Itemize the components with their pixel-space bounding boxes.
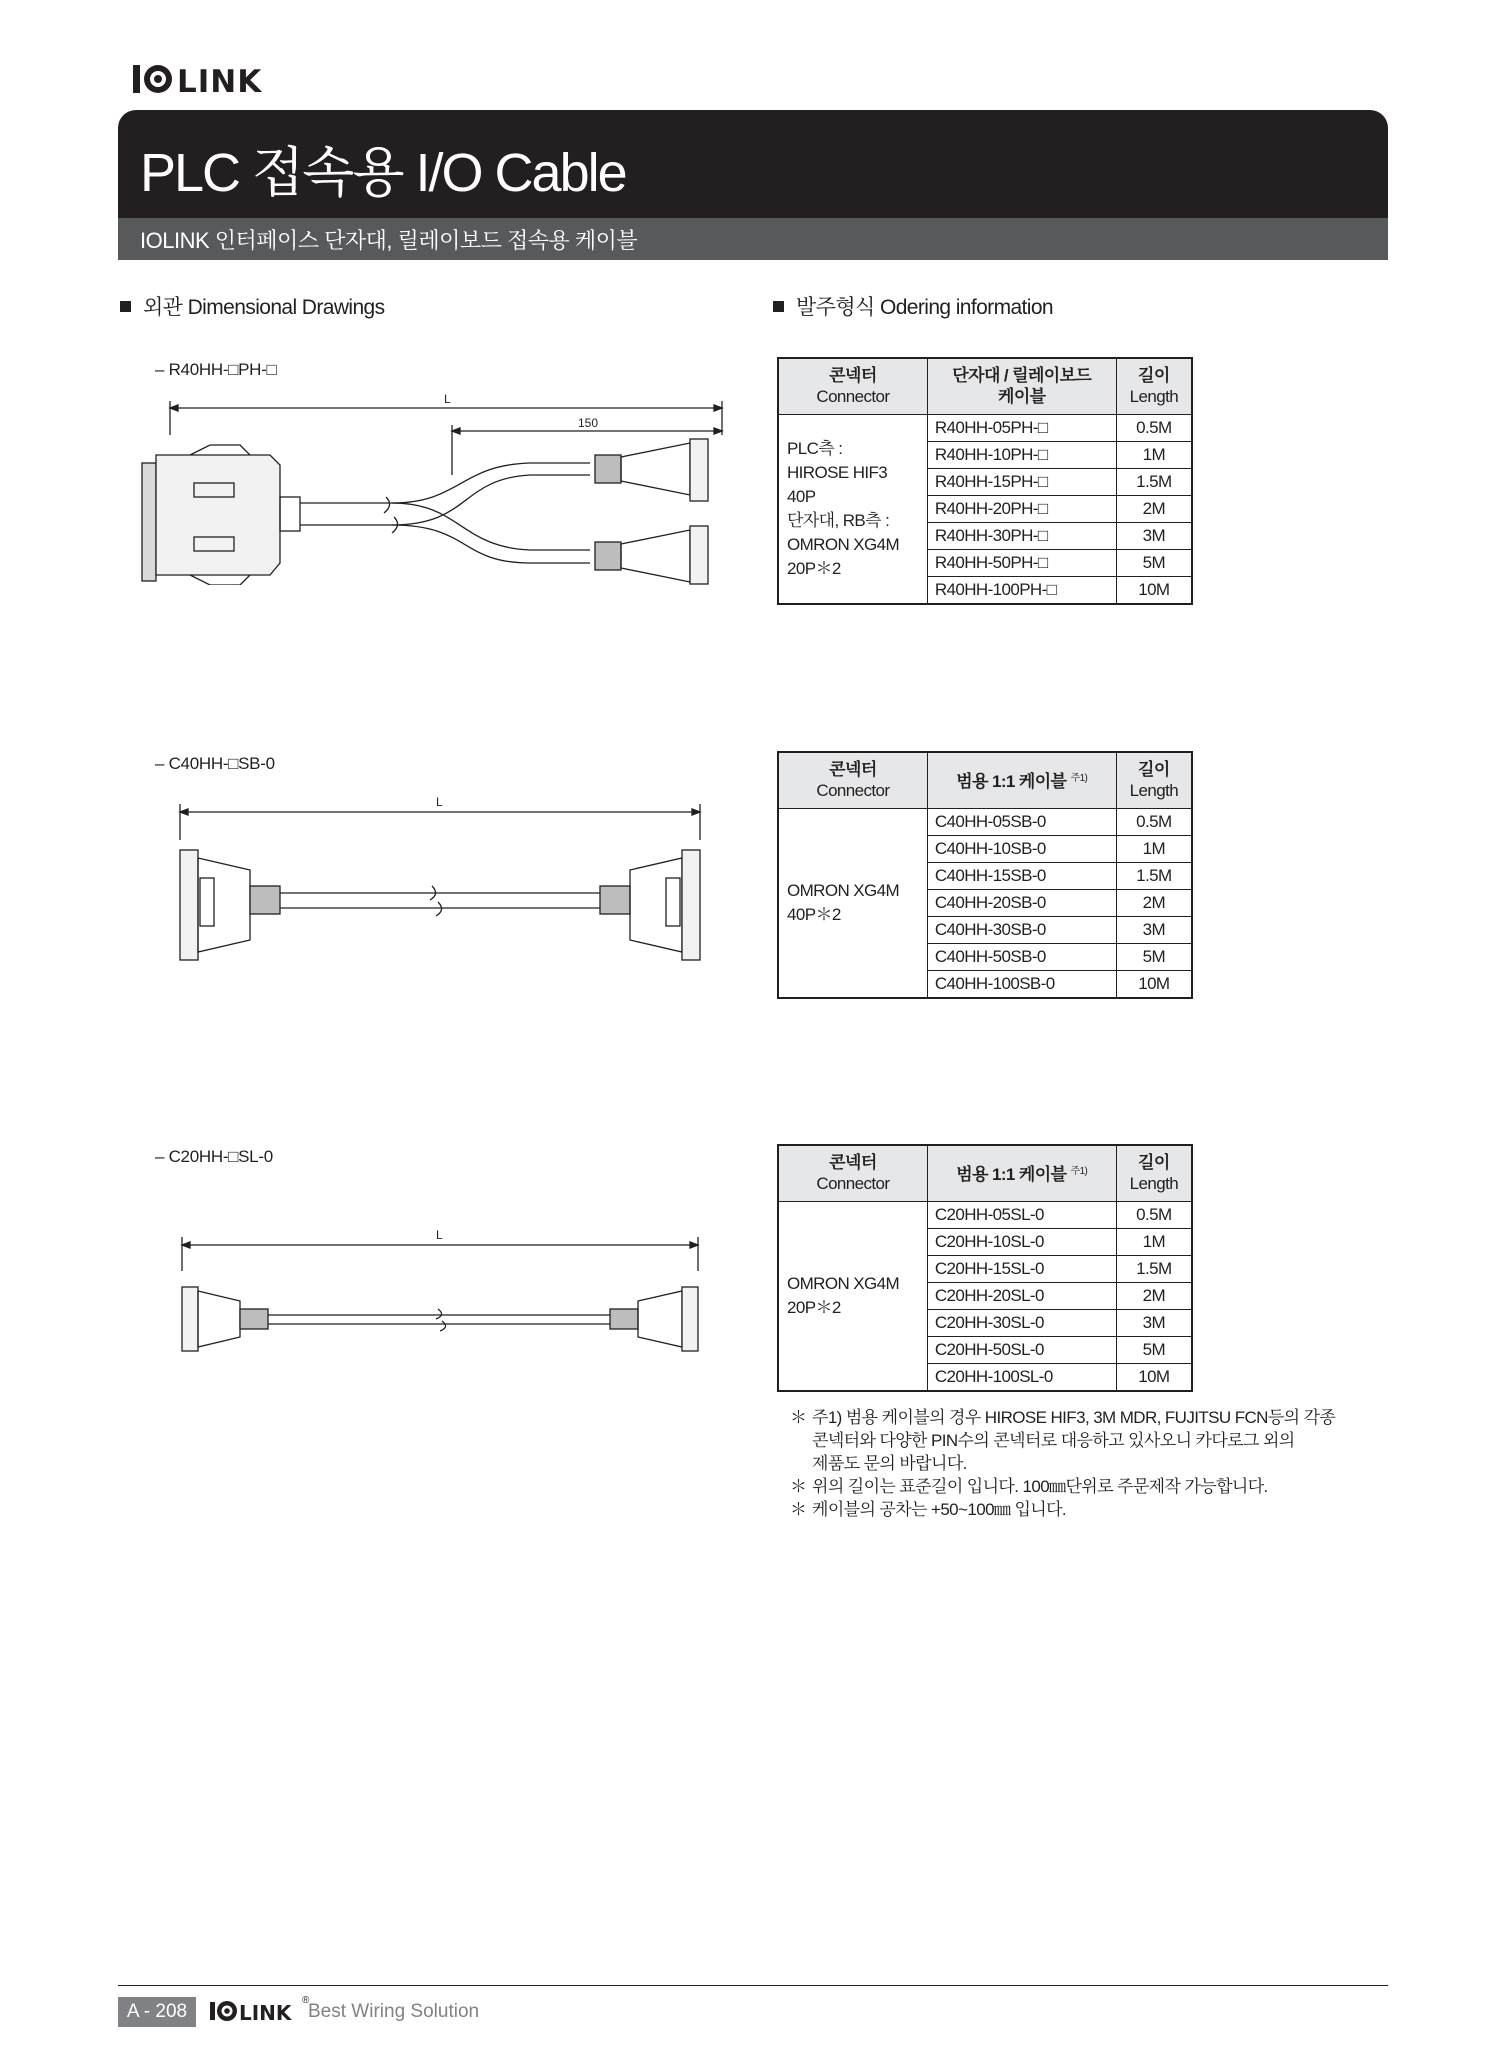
length-cell: 0.5M [1116, 808, 1192, 835]
header-cable: 범용 1:1 케이블 $^{주1)}$ [927, 752, 1116, 808]
drawing-label-c20hh: – C20HH-□SL-0 [155, 1147, 273, 1166]
length-cell: 10M [1116, 576, 1192, 604]
model-cell: C20HH-20SL-0 [927, 1282, 1116, 1309]
drawing-c20hh-cable [170, 1225, 710, 1365]
bullet-square-icon [120, 301, 131, 312]
length-cell: 0.5M [1116, 414, 1192, 441]
dimension-l-label: L [444, 392, 451, 406]
note-bullet: ＊ [790, 1408, 807, 1427]
length-cell: 1M [1116, 835, 1192, 862]
section-heading-ordering-text: 발주형식 Odering information [796, 296, 1054, 319]
length-cell: 2M [1116, 495, 1192, 522]
note-line: 콘넥터와 다양한 PIN수의 콘넥터로 대응하고 있사오니 카다로그 외의 [812, 1431, 1295, 1450]
header-connector: 콘넥터 Connector [778, 752, 927, 808]
model-cell: C20HH-30SL-0 [927, 1309, 1116, 1336]
order-table-c40hh [777, 751, 1193, 999]
length-cell: 1.5M [1116, 1255, 1192, 1282]
model-cell: C40HH-10SB-0 [927, 835, 1116, 862]
order-table-r40hh [777, 357, 1193, 605]
note-line: 주1) 범용 케이블의 경우 HIROSE HIF3, 3M MDR, FUJITSU FCN등의 각종 [812, 1408, 1336, 1427]
svg-text:LINK: LINK [177, 64, 263, 96]
footer-logo [210, 1999, 302, 2028]
page-number: A - 208 [118, 1997, 196, 2027]
notes-block [790, 1406, 1335, 1521]
header-length: 길이 Length [1116, 752, 1192, 808]
note-bullet: ＊ [790, 1500, 807, 1519]
model-cell: R40HH-05PH-□ [927, 414, 1116, 441]
model-cell: C20HH-15SL-0 [927, 1255, 1116, 1282]
drawing-label-r40hh: – R40HH-□PH-□ [155, 360, 277, 379]
header-length: 길이 Length [1116, 358, 1192, 414]
length-cell: 5M [1116, 943, 1192, 970]
model-cell: C40HH-30SB-0 [927, 916, 1116, 943]
connector-cell: OMRON XG4M 40P＊2 [778, 808, 927, 998]
header-length: 길이 Length [1116, 1145, 1192, 1201]
length-cell: 1M [1116, 1228, 1192, 1255]
model-cell: R40HH-20PH-□ [927, 495, 1116, 522]
note-line: 위의 길이는 표준길이 입니다. 100㎜단위로 주문제작 가능합니다. [812, 1477, 1268, 1496]
length-cell: 1.5M [1116, 862, 1192, 889]
model-cell: C20HH-05SL-0 [927, 1201, 1116, 1228]
model-cell: R40HH-10PH-□ [927, 441, 1116, 468]
length-cell: 1M [1116, 441, 1192, 468]
header-cable: 단자대 / 릴레이보드 케이블 [927, 358, 1116, 414]
length-cell: 3M [1116, 1309, 1192, 1336]
dimension-l-label: L [436, 1228, 443, 1242]
drawing-label-c40hh: – C40HH-□SB-0 [155, 754, 275, 773]
length-cell: 10M [1116, 1363, 1192, 1391]
length-cell: 2M [1116, 1282, 1192, 1309]
bullet-square-icon [773, 301, 784, 312]
model-cell: R40HH-30PH-□ [927, 522, 1116, 549]
length-cell: 3M [1116, 916, 1192, 943]
model-cell: R40HH-50PH-□ [927, 549, 1116, 576]
model-cell: R40HH-15PH-□ [927, 468, 1116, 495]
header-connector: 콘넥터 Connector [778, 358, 927, 414]
model-cell: C40HH-100SB-0 [927, 970, 1116, 998]
length-cell: 2M [1116, 889, 1192, 916]
section-heading-drawings-text: 외관 Dimensional Drawings [143, 296, 385, 319]
drawing-c40hh-cable [170, 790, 710, 980]
model-cell: R40HH-100PH-□ [927, 576, 1116, 604]
header-logo [133, 62, 273, 96]
length-cell: 0.5M [1116, 1201, 1192, 1228]
connector-cell: OMRON XG4M 20P＊2 [778, 1201, 927, 1391]
note-line: 제품도 문의 바랍니다. [812, 1454, 967, 1473]
order-table-c20hh [777, 1144, 1193, 1392]
model-cell: C40HH-05SB-0 [927, 808, 1116, 835]
note-item [790, 1406, 1335, 1475]
model-cell: C20HH-10SL-0 [927, 1228, 1116, 1255]
model-cell: C40HH-20SB-0 [927, 889, 1116, 916]
connector-cell: PLC측 : HIROSE HIF3 40P 단자대, RB측 : OMRON XG4M 20P＊2 [778, 414, 927, 604]
note-line: 케이블의 공차는 +50~100㎜ 입니다. [812, 1500, 1067, 1519]
dimension-150-label: 150 [578, 416, 599, 430]
model-cell: C40HH-50SB-0 [927, 943, 1116, 970]
registered-mark: ® [302, 1995, 310, 2006]
page-title: PLC 접속용 I/O Cable [140, 143, 626, 203]
iolink-logo-icon [210, 1999, 302, 2023]
dimension-l-label: L [436, 795, 443, 809]
page-subtitle: IOLINK 인터페이스 단자대, 릴레이보드 접속용 케이블 [140, 228, 638, 253]
length-cell: 3M [1116, 522, 1192, 549]
section-heading-drawings [120, 291, 385, 321]
length-cell: 5M [1116, 1336, 1192, 1363]
model-cell: C20HH-100SL-0 [927, 1363, 1116, 1391]
note-bullet: ＊ [790, 1477, 807, 1496]
length-cell: 1.5M [1116, 468, 1192, 495]
model-cell: C40HH-15SB-0 [927, 862, 1116, 889]
header-cable: 범용 1:1 케이블 $^{주1)}$ [927, 1145, 1116, 1201]
footer-tagline: Best Wiring Solution [308, 2001, 480, 2022]
header-connector: 콘넥터 Connector [778, 1145, 927, 1201]
svg-text:LINK: LINK [239, 2001, 292, 2023]
footer-divider [118, 1985, 1388, 1986]
drawing-r40hh-cable [130, 385, 740, 585]
model-cell: C20HH-50SL-0 [927, 1336, 1116, 1363]
note-item [790, 1475, 1335, 1498]
iolink-logo-icon [133, 62, 273, 96]
length-cell: 10M [1116, 970, 1192, 998]
length-cell: 5M [1116, 549, 1192, 576]
note-item [790, 1498, 1335, 1521]
section-heading-ordering [773, 291, 1053, 321]
